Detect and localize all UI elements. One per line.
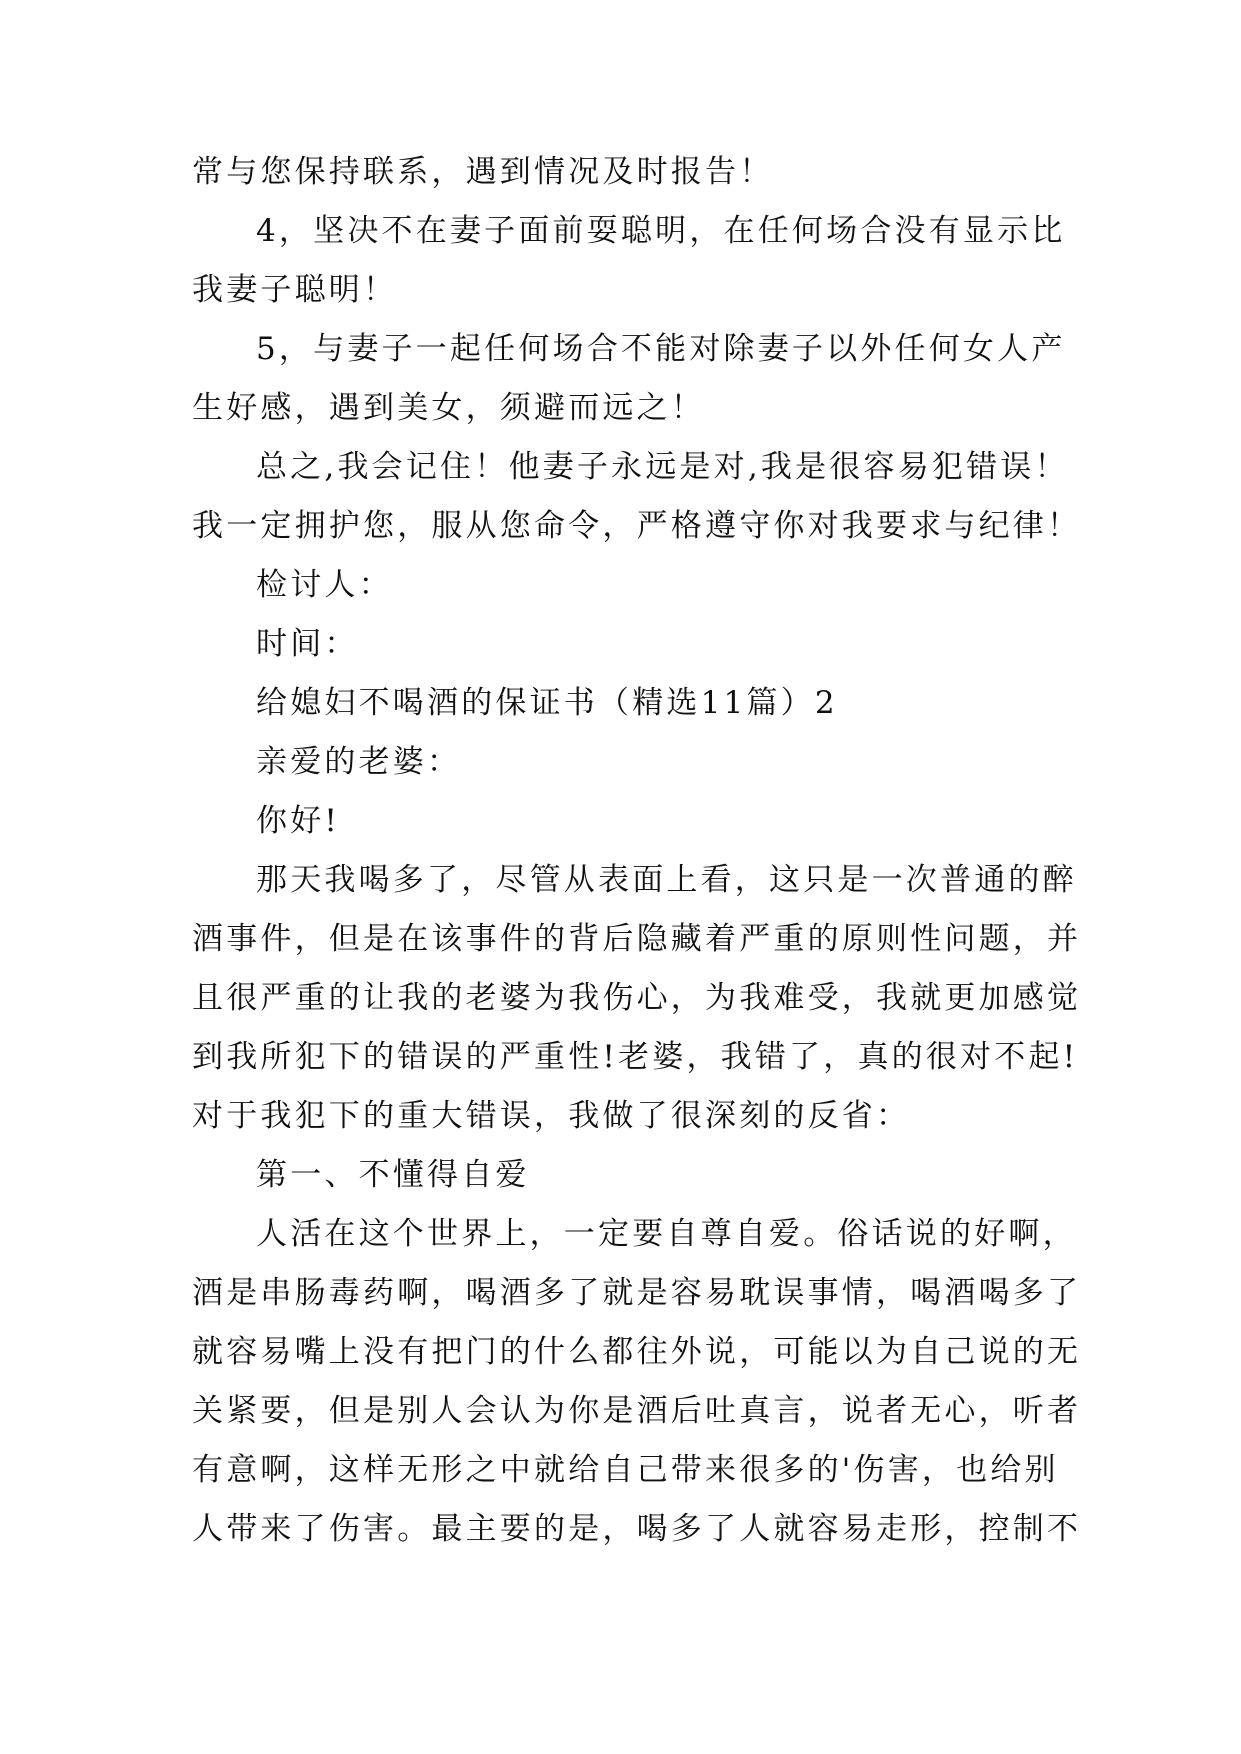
text-line: 就容易嘴上没有把门的什么都往外说，可能以为自己说的无 — [192, 1334, 1082, 1370]
text-line: 5，与妻子一起任何场合不能对除妻子以外任何女人产 — [256, 331, 1066, 367]
text-line: 对于我犯下的重大错误，我做了很深刻的反省： — [192, 1098, 911, 1134]
text-line: 那天我喝多了，尽管从表面上看，这只是一次普通的醉 — [256, 862, 1077, 898]
text-line: 生好感，遇到美女，须避而远之！ — [192, 390, 705, 426]
text-line: 有意啊，这样无形之中就给自己带来很多的'伤害，也给别 — [192, 1452, 1059, 1488]
text-line: 我一定拥护您，服从您命令，严格遵守你对我要求与纪律！ — [192, 508, 1082, 544]
greeting: 你好! — [256, 803, 341, 839]
text-line: 关紧要，但是别人会认为你是酒后吐真言，说者无心，听者 — [192, 1393, 1082, 1429]
subheading: 第一、不懂得自爱 — [256, 1157, 530, 1193]
text-line: 4，坚决不在妻子面前耍聪明，在任何场合没有显示比 — [256, 213, 1066, 249]
text-line: 酒事件，但是在该事件的背后隐藏着严重的原则性问题，并 — [192, 921, 1082, 957]
salutation: 亲爱的老婆： — [256, 744, 462, 780]
section-title: 给媳妇不喝酒的保证书（精选11篇）2 — [256, 685, 838, 721]
text-line: 总之,我会记住！他妻子永远是对,我是很容易犯错误！ — [256, 449, 1069, 485]
text-line: 我妻子聪明！ — [192, 272, 398, 308]
text-line: 人活在这个世界上，一定要自尊自爱。俗话说的好啊， — [256, 1216, 1077, 1252]
text-line: 人带来了伤害。最主要的是，喝多了人就容易走形，控制不 — [192, 1511, 1082, 1547]
text-line: 到我所犯下的错误的严重性!老婆，我错了，真的很对不起! — [192, 1039, 1079, 1075]
text-line: 酒是串肠毒药啊，喝酒多了就是容易耽误事情，喝酒喝多了 — [192, 1275, 1082, 1311]
text-line: 且很严重的让我的老婆为我伤心，为我难受，我就更加感觉 — [192, 980, 1082, 1016]
signature-label: 检讨人： — [256, 567, 393, 603]
date-label: 时间： — [256, 626, 359, 662]
text-line: 常与您保持联系，遇到情况及时报告！ — [192, 154, 774, 190]
